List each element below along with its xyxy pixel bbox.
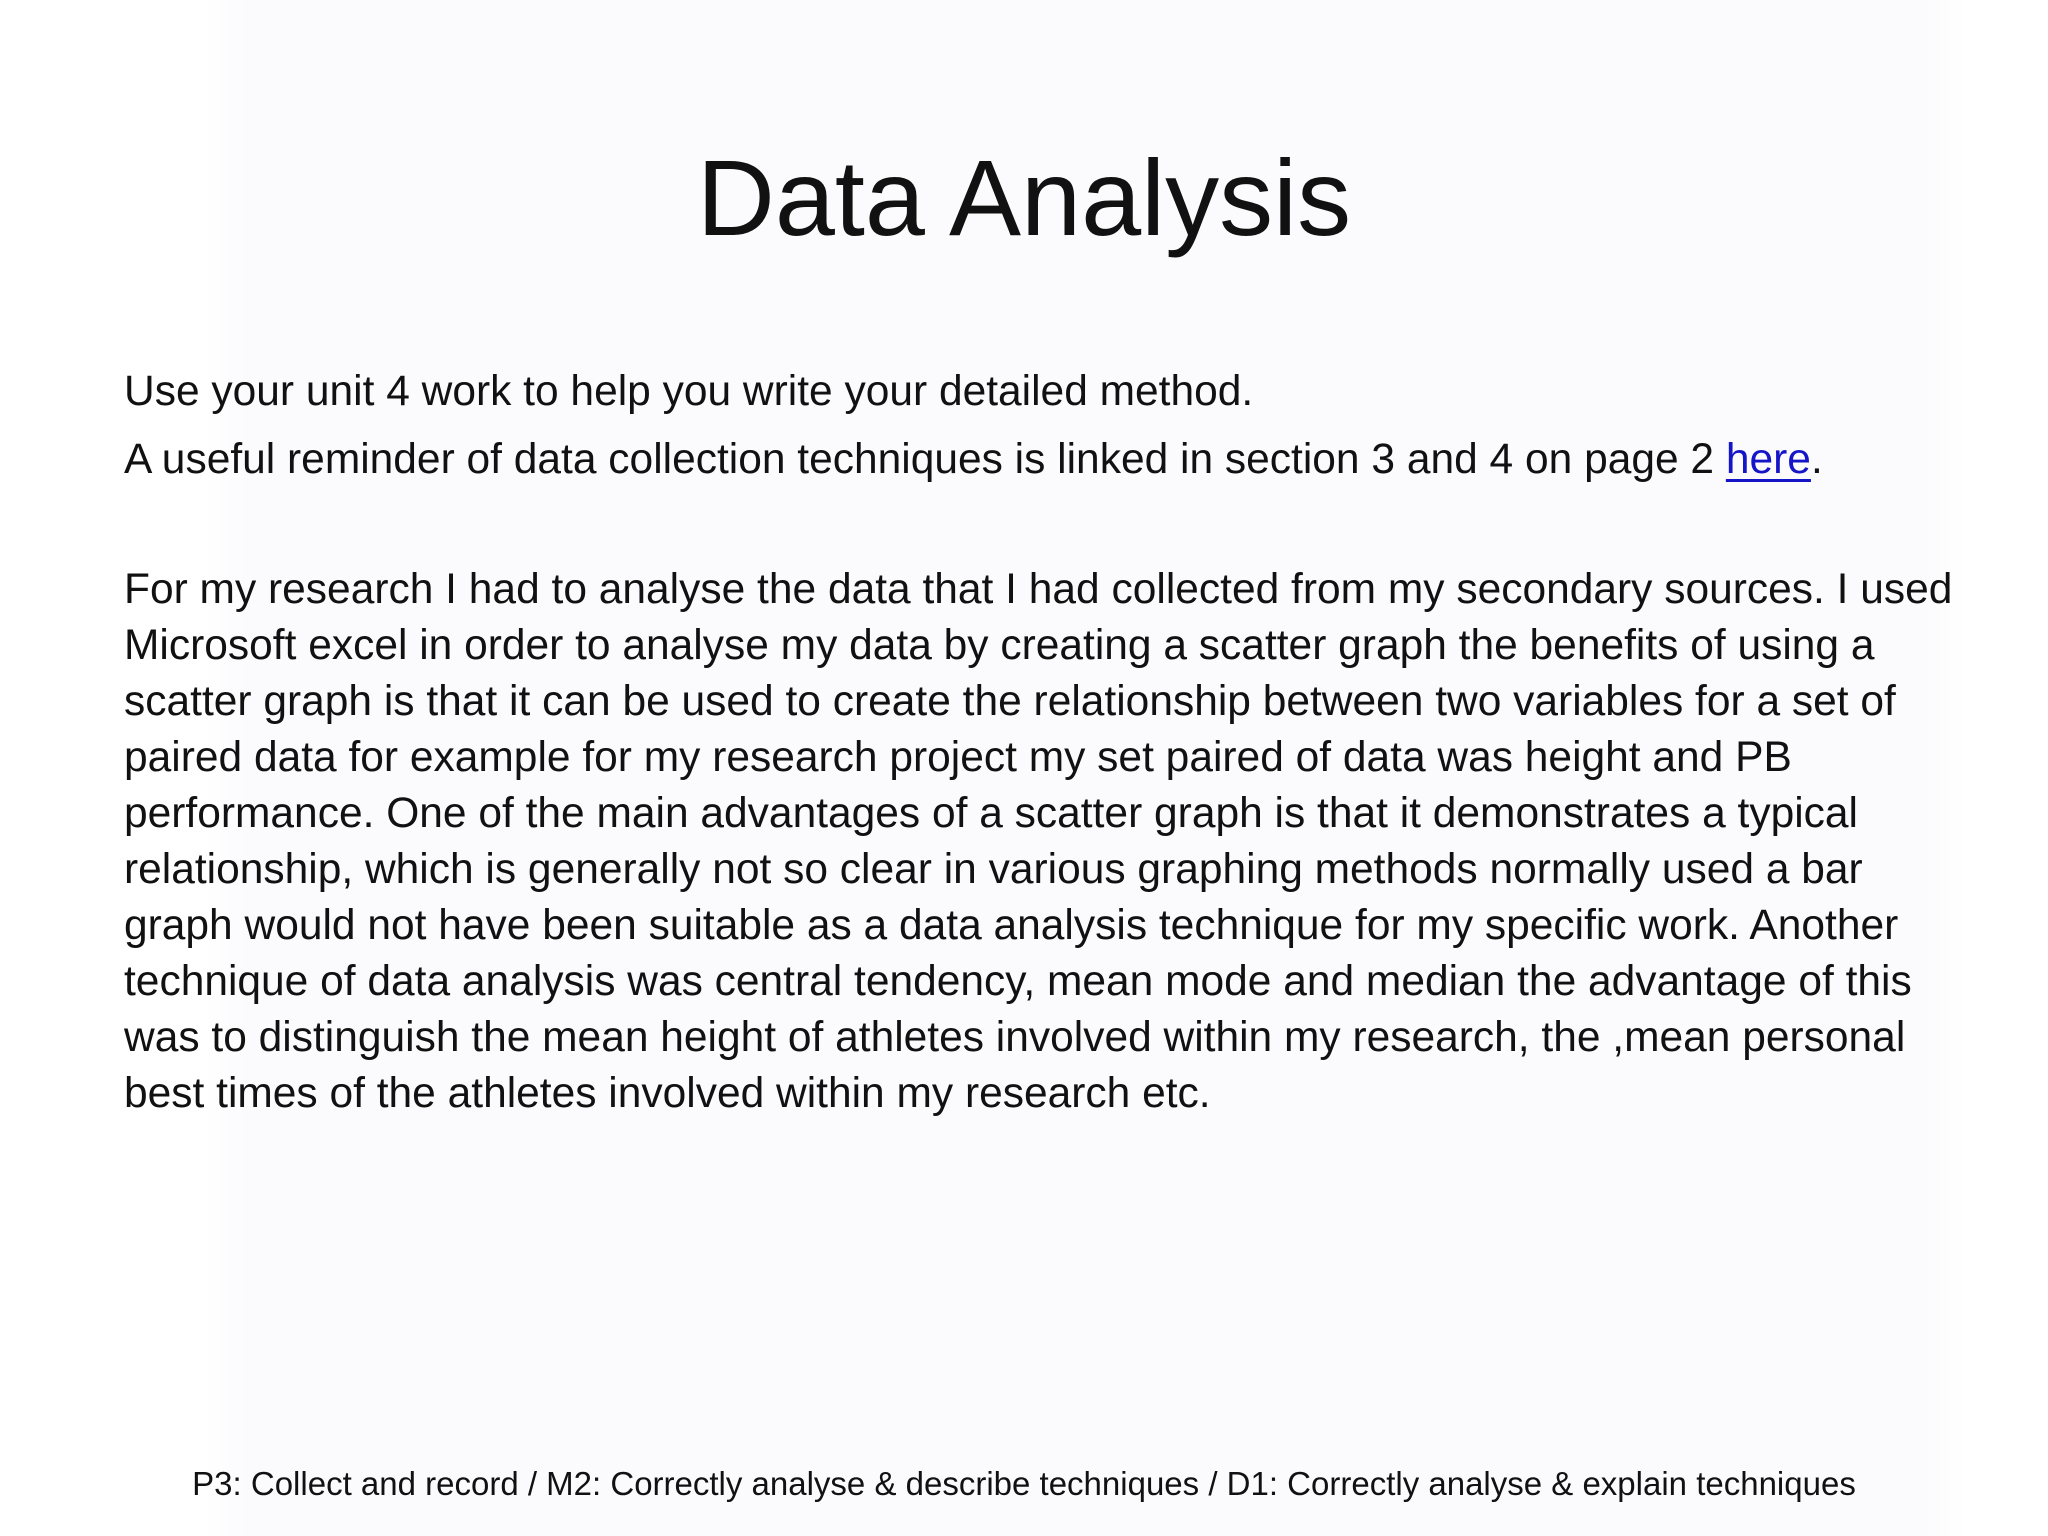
intro-line-2-text: A useful reminder of data collection techniques is linked in section 3 and 4 on page 2 [124,436,1715,483]
intro-link-suffix: . [1810,436,1823,483]
body-paragraph: For my research I had to analyse the data that I had collected from my secondary sources. I used Microsoft excel in order to analyse my data by creating a scatter graph the benefits of using a scatter graph is that it can be used to create the relationship between two variables for a set of paired data for example for my research project my set paired of data was height and PB performance. One of the main advantages of a scatter graph is that it demonstrates a typical relationship, which is generally not so clear in various graphing methods normally used a bar graph would not have been suitable as a data analysis technique for my specific work. Another technique of data analysis was central tendency, mean mode and median the advantage of this was to distinguish the mean height of athletes involved within my research, the ,mean personal best times of the athletes involved within my research etc. [124,566,1953,1117]
intro-line-1: Use your unit 4 work to help you write your detailed method. [124,368,1254,415]
slide-title: Data Analysis [696,137,1352,258]
paragraph-spacer [124,488,1954,562]
here-link[interactable]: here [1725,436,1811,483]
intro-line-2 [124,432,1954,488]
slide-content [124,364,1954,1122]
assessment-criteria-footer: P3: Collect and record / M2: Correctly analyse & describe techniques / D1: Correctly analyse & explain techniques [192,1465,1856,1502]
